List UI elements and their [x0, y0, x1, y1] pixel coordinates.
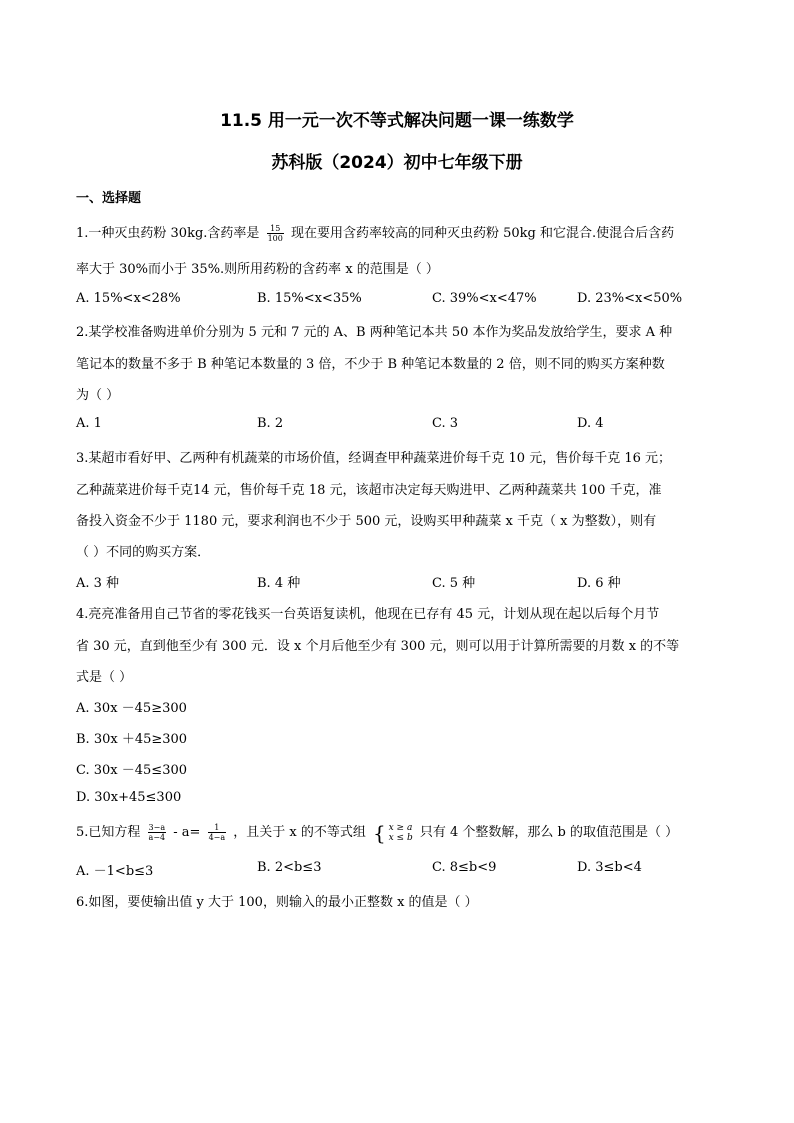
q1-text-post: 现在要用含药率较高的同种灭虫药粉 50kg 和它混合.使混合后含药 [290, 226, 675, 241]
q2-line-1: 2.某学校准备购进单价分别为 5 元和 7 元的 A、B 两种笔记本共 50 本作为奖品发放给学生，要求 A 种 [76, 325, 673, 340]
q3-line-1: 3.某超市看好甲、乙两种有机蔬菜的市场价值，经调查甲种蔬菜进价每千克 10 元，售价每千克 16 元； [76, 451, 672, 466]
q1-fraction [267, 224, 284, 243]
q5-text-mid: - a= [173, 825, 201, 840]
q2-line-2: 笔记本的数量不多于 B 种笔记本数量的 3 倍，不少于 B 种笔记本数量的 2 倍，则不同的购买方案种数 [76, 357, 665, 372]
q4-option-d[interactable]: D. 30x+45≤300 [76, 790, 182, 805]
q5-sys-row-2: x ≤ b [388, 832, 413, 843]
q1-line-1 [76, 222, 674, 243]
q2-option-b[interactable]: B. 2 [257, 416, 284, 431]
q5-option-b[interactable]: B. 2<b≤3 [257, 860, 322, 875]
section-heading: 一、选择题 [76, 191, 142, 206]
q4-option-a[interactable]: A. 30x －45≥300 [76, 701, 187, 716]
q5-option-c[interactable]: C. 8≤b<9 [432, 860, 497, 875]
q2-option-d[interactable]: D. 4 [577, 416, 604, 431]
q5-frac1-den: a−4 [148, 833, 166, 842]
q5-text-mid2: ，且关于 x 的不等式组 [233, 825, 366, 840]
q5-frac2-den: 4−a [208, 833, 226, 842]
q1-option-c[interactable]: C. 39%<x<47% [432, 291, 537, 306]
q1-option-b[interactable]: B. 15%<x<35% [257, 291, 362, 306]
q5-text-pre: 5.已知方程 [76, 825, 141, 840]
q5-text-post: 只有 4 个整数解，那么 b 的取值范围是（ ） [419, 825, 679, 840]
q4-line-3: 式是（ ） [76, 670, 133, 685]
q1-option-d[interactable]: D. 23%<x<50% [577, 291, 683, 306]
q1-frac-num: 15 [267, 224, 284, 234]
q2-option-c[interactable]: C. 3 [432, 416, 459, 431]
q1-line-2: 率大于 30%而小于 35%.则所用药粉的含药率 x 的范围是（ ） [76, 262, 439, 277]
q5-fraction-2 [208, 823, 227, 842]
q5-option-d[interactable]: D. 3≤b<4 [577, 860, 642, 875]
q6-line-1: 6.如图，要使输出值 y 大于 100，则输入的最小正整数 x 的值是（ ） [76, 895, 478, 910]
q3-option-b[interactable]: B. 4 种 [257, 576, 301, 591]
q5-frac1-num: 3−a [148, 823, 166, 832]
q3-line-4: （ ）不同的购买方案． [76, 545, 211, 560]
q3-option-c[interactable]: C. 5 种 [432, 576, 476, 591]
q2-line-3: 为（ ） [76, 388, 120, 403]
title-line-2: 苏科版（2024）初中七年级下册 [271, 153, 523, 173]
brace-icon: { [373, 820, 386, 845]
q5-frac2-num: 1 [208, 823, 227, 833]
q4-option-b[interactable]: B. 30x ＋45≥300 [76, 732, 188, 747]
q5-line-1 [76, 821, 678, 843]
q5-fraction-1 [148, 823, 167, 842]
q1-frac-den: 100 [267, 234, 283, 243]
q5-inequality-system [373, 820, 413, 845]
title-line-1: 11.5 用一元一次不等式解决问题一课一练数学 [220, 111, 574, 131]
q2-option-a[interactable]: A. 1 [76, 416, 102, 431]
q3-line-3: 备投入资金不少于 1180 元，要求利润也不少于 500 元，设购买甲种蔬菜 x 千克（ x 为整数），则有 [76, 514, 657, 529]
q4-line-1: 4.亮亮准备用自己节省的零花钱买一台英语复读机，他现在已存有 45 元，计划从现在起以后每个月节 [76, 607, 660, 622]
q3-option-a[interactable]: A. 3 种 [76, 576, 120, 591]
q4-option-c[interactable]: C. 30x －45≤300 [76, 763, 188, 778]
q5-option-a[interactable]: A. －1<b≤3 [76, 864, 154, 879]
q3-line-2: 乙种蔬菜进价每千克14 元，售价每千克 18 元，该超市决定每天购进甲、乙两种蔬菜共 100 千克，准 [76, 483, 662, 498]
q4-line-2: 省 30 元，直到他至少有 300 元．设 x 个月后他至少有 300 元，则可以用于计算所需要的月数 x 的不等 [76, 639, 680, 654]
q5-sys-row-1: x ≥ a [388, 822, 413, 833]
q3-option-d[interactable]: D. 6 种 [577, 576, 621, 591]
q1-text-pre: 1.一种灭虫药粉 30kg.含药率是 [76, 226, 260, 241]
q1-option-a[interactable]: A. 15%<x<28% [76, 291, 181, 306]
